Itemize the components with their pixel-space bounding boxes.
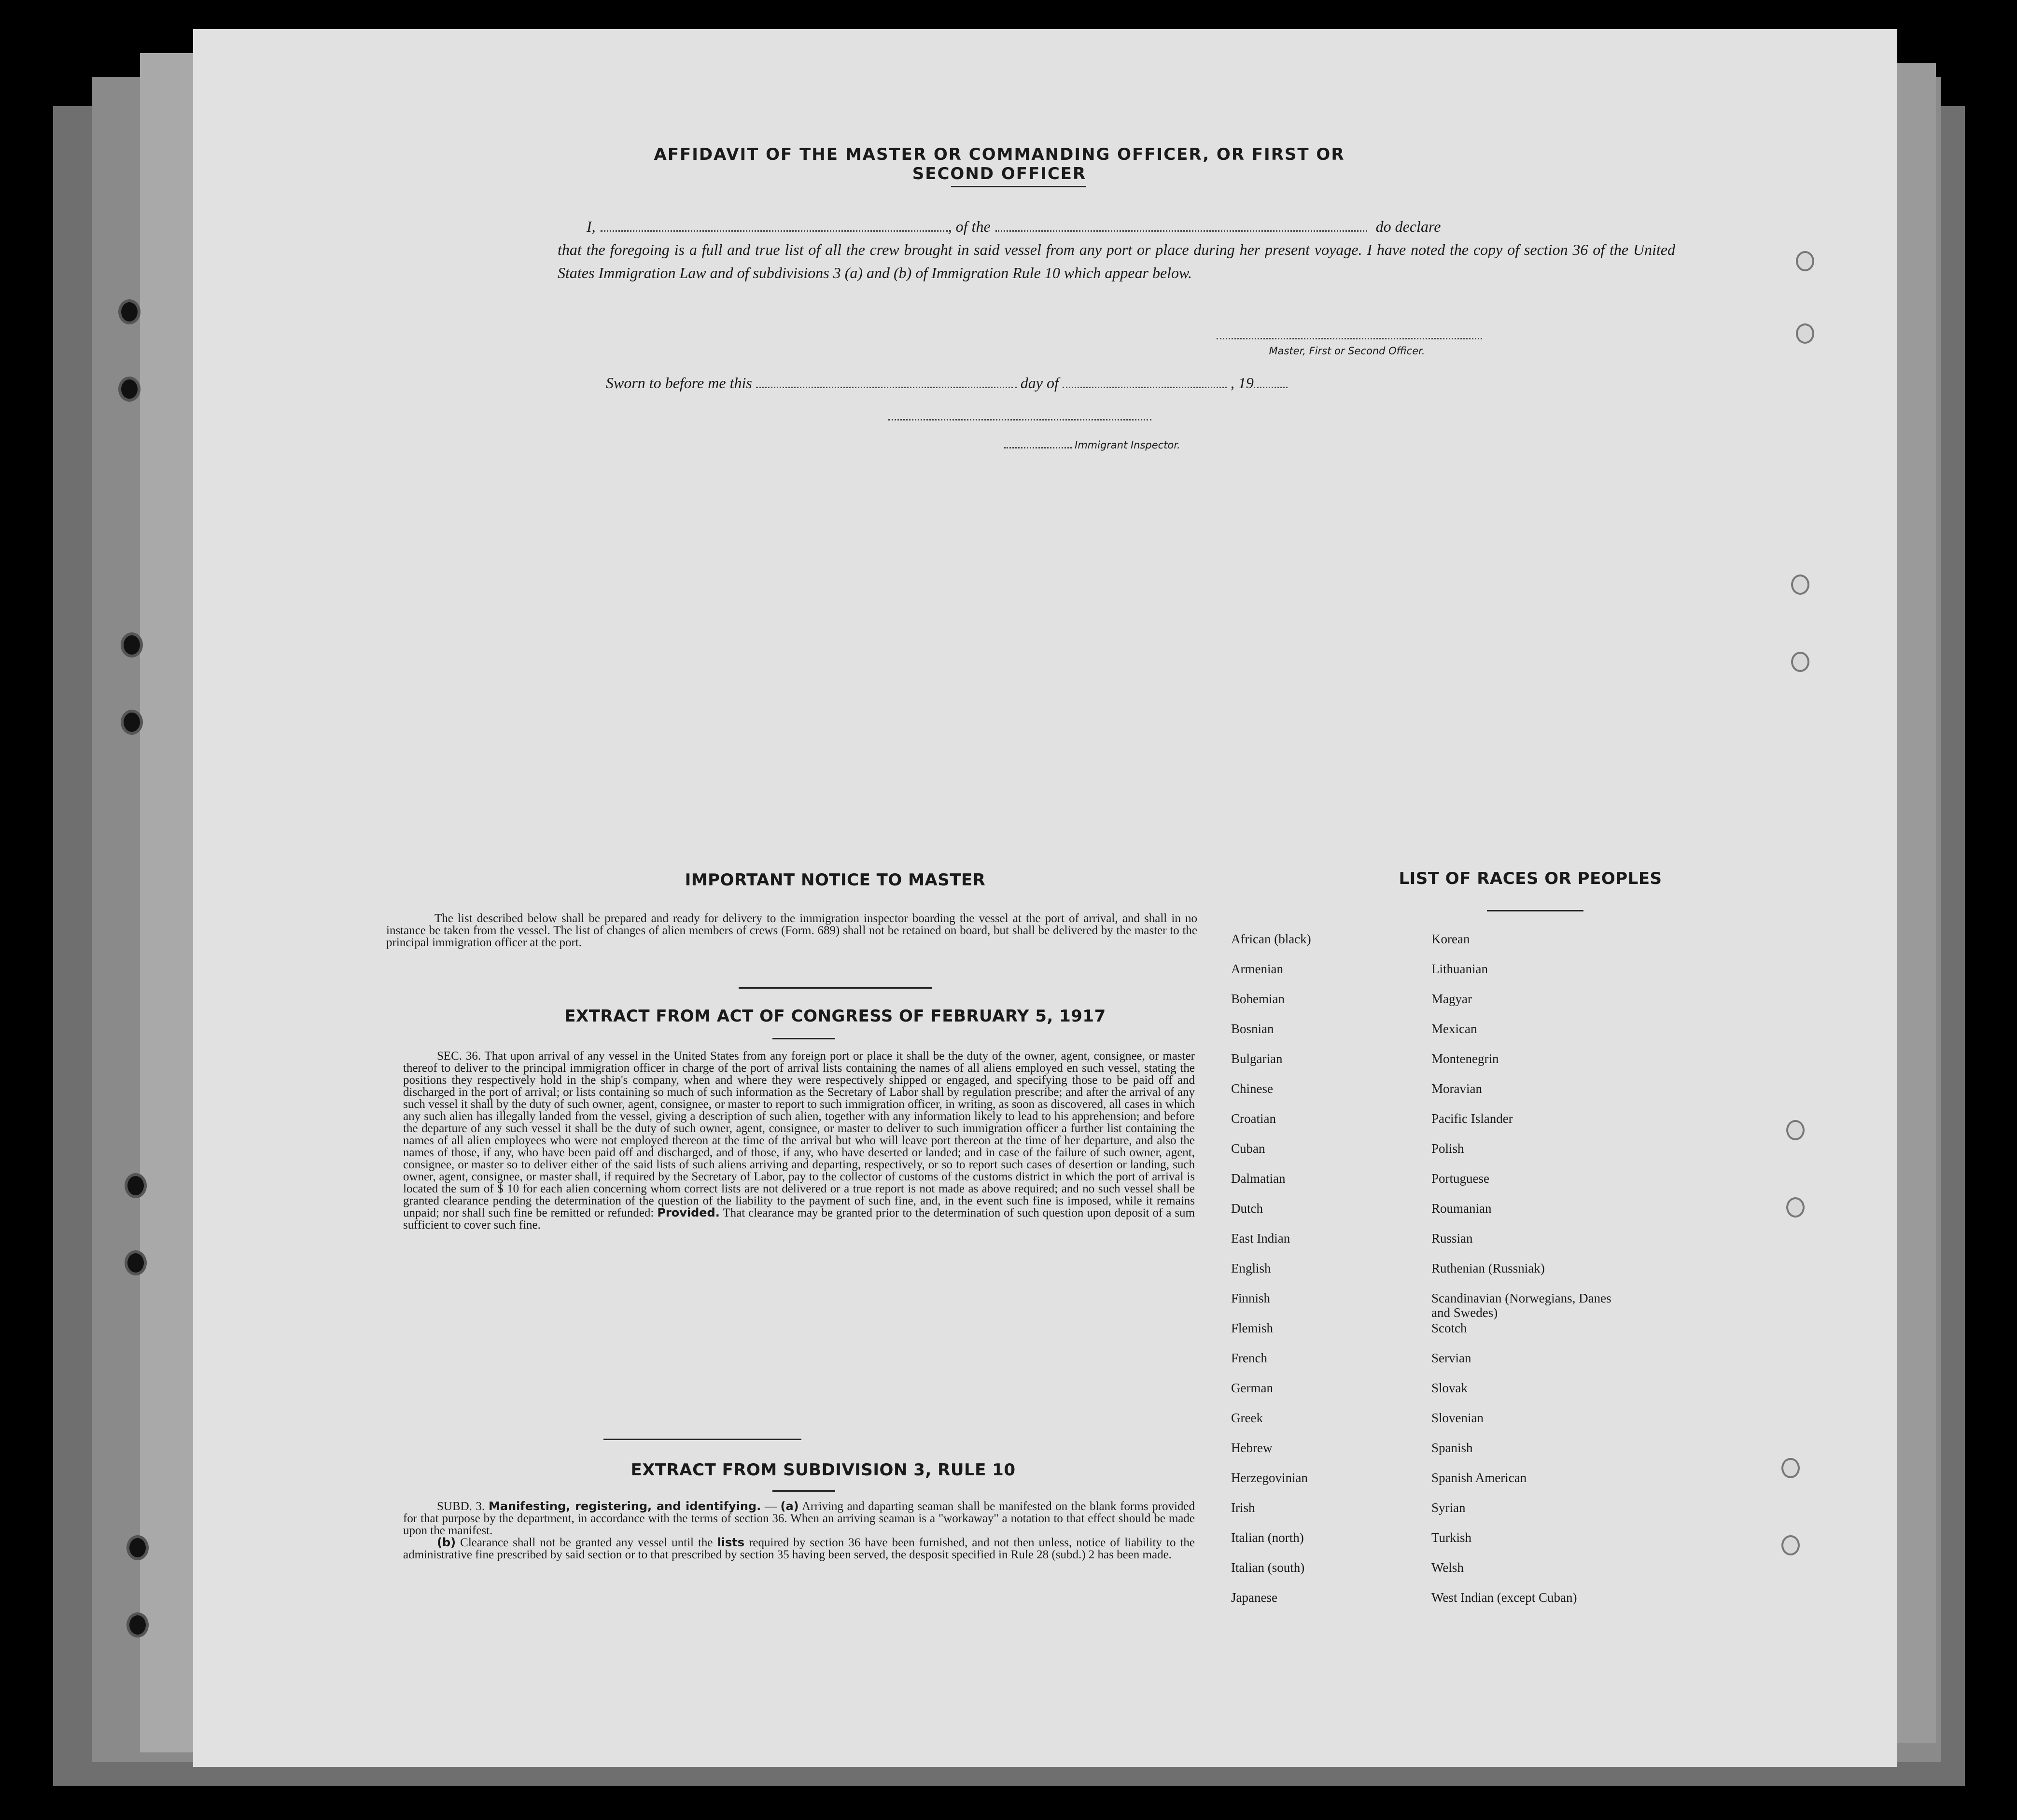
inspector-line	[1004, 439, 1180, 451]
race-item: Hebrew	[1231, 1441, 1273, 1455]
race-item: Croatian	[1231, 1111, 1276, 1126]
binder-hole-icon	[118, 299, 140, 324]
affidavit-line-1	[558, 215, 1675, 238]
race-item: Slovak	[1431, 1381, 1468, 1395]
rule-subd-b	[403, 1537, 1195, 1561]
document-page	[193, 29, 1897, 1767]
title-divider	[951, 186, 1086, 187]
act-provided: Provided.	[657, 1206, 720, 1219]
vessel-blank	[995, 230, 1367, 232]
race-item: Flemish	[1231, 1321, 1274, 1335]
races-title: LIST OF RACES OR PEOPLES	[1399, 869, 1662, 888]
race-item: German	[1231, 1381, 1273, 1395]
race-item: Montenegrin	[1431, 1051, 1499, 1066]
race-item: Bosnian	[1231, 1022, 1274, 1036]
sworn-text: Sworn to before me this	[606, 374, 752, 392]
rule-subd-prefix: SUBD. 3.	[437, 1500, 485, 1513]
race-item: Russian	[1431, 1231, 1473, 1246]
act-divider	[603, 1439, 801, 1440]
affidavit-block	[558, 215, 1675, 284]
ring-hole-icon	[1796, 251, 1814, 271]
ring-hole-icon	[1781, 1458, 1800, 1478]
ring-hole-icon	[1786, 1120, 1805, 1140]
notice-body: The list described below shall be prepared and ready for delivery to the immigration inspector boarding the vessel at the port of arrival, and shall in no instance be taken from the vessel. The list of changes of alien members of crews (Form. 689) shall not be retained on board, but shall be delivered by the master to the principal immigration officer at the port.	[386, 912, 1197, 949]
affidavit-body: that the foregoing is a full and true list of all the crew brought in said vessel from any port or place during her present voyage. I have noted the copy of section 36 of the United States Immigration Law and of subdivisions 3 (a) and (b) of Immigration Rule 10 which appear below.	[558, 241, 1675, 281]
race-item: Polish	[1431, 1141, 1464, 1156]
race-item: Slovenian	[1431, 1411, 1484, 1425]
binder-hole-icon	[118, 377, 140, 402]
race-item: Cuban	[1231, 1141, 1265, 1156]
race-item: Herzegovinian	[1231, 1470, 1308, 1485]
race-item: Japanese	[1231, 1590, 1277, 1605]
act-title: EXTRACT FROM ACT OF CONGRESS OF FEBRUARY 5, 1917	[564, 1007, 1106, 1026]
rule-a-text: Arriving and daparting seaman shall be manifested on the blank forms provided for that purpose by the department, in accordance with the terms of section 36. When an arriving seaman is a "workaway" a notation to that effect should be made upon the manifest.	[403, 1500, 1195, 1537]
ring-hole-icon	[1791, 652, 1809, 672]
inspector-signature-line	[888, 419, 1151, 420]
sworn-line	[606, 374, 1288, 392]
race-item: East Indian	[1231, 1231, 1290, 1246]
affidavit-of-the: , of the	[948, 218, 991, 235]
race-item: Spanish	[1431, 1441, 1473, 1455]
race-item: Lithuanian	[1431, 962, 1488, 976]
race-item: Greek	[1231, 1411, 1263, 1425]
race-item: Servian	[1431, 1351, 1471, 1365]
rule-b-lists: lists	[717, 1536, 745, 1549]
notice-divider	[739, 987, 932, 989]
race-item: Scandinavian (Norwegians, Danes and Swedes)	[1431, 1291, 1611, 1320]
race-item: Portuguese	[1431, 1171, 1489, 1186]
race-item: Syrian	[1431, 1500, 1466, 1515]
race-item: Bohemian	[1231, 992, 1285, 1006]
race-item: Scotch	[1431, 1321, 1467, 1335]
act-divider-short	[772, 1038, 835, 1039]
master-signature-line	[1217, 338, 1482, 339]
binder-hole-icon	[121, 632, 143, 658]
race-item: Mexican	[1431, 1022, 1477, 1036]
race-item: Magyar	[1431, 992, 1472, 1006]
affidavit-title: AFFIDAVIT OF THE MASTER OR COMMANDING OFFICER, OR FIRST OR SECOND OFFICER	[654, 145, 1345, 183]
race-item: Finnish	[1231, 1291, 1271, 1305]
binder-hole-icon	[125, 1173, 147, 1198]
race-item: Italian (south)	[1231, 1560, 1305, 1575]
race-item: Korean	[1431, 932, 1470, 946]
act-body	[403, 1050, 1195, 1231]
race-item: Welsh	[1431, 1560, 1464, 1575]
race-item: Moravian	[1431, 1081, 1482, 1096]
ring-hole-icon	[1781, 1535, 1800, 1555]
notice-title: IMPORTANT NOTICE TO MASTER	[685, 870, 986, 890]
binder-hole-icon	[121, 710, 143, 735]
race-item: Turkish	[1431, 1530, 1472, 1545]
races-divider	[1487, 910, 1583, 911]
inspector-label: Immigrant Inspector.	[1075, 439, 1180, 451]
act-body-end: That clearance may be granted prior to the determination of such question upon deposit of a sum sufficient to cover such fine.	[403, 1206, 1195, 1232]
rule-dash: —	[764, 1500, 777, 1513]
rule-subd-heading: Manifesting, registering, and identifying.	[488, 1499, 761, 1513]
rule-title: EXTRACT FROM SUBDIVISION 3, RULE 10	[630, 1460, 1016, 1480]
ring-hole-icon	[1786, 1197, 1805, 1218]
rule-b-text-1: Clearance shall not be granted any vessel until the	[460, 1536, 713, 1549]
races-left-column	[1231, 932, 1424, 1620]
name-blank	[601, 230, 948, 232]
rule-divider-short	[772, 1490, 835, 1492]
month-blank	[1063, 387, 1227, 388]
binder-hole-icon	[125, 1250, 147, 1275]
race-item: Dutch	[1231, 1201, 1263, 1216]
ring-hole-icon	[1791, 574, 1809, 595]
year-blank	[1254, 387, 1288, 388]
race-item: English	[1231, 1261, 1271, 1275]
rule-a-label: (a)	[780, 1499, 799, 1513]
year-prefix: , 19	[1230, 374, 1254, 392]
affidavit-i: I,	[587, 218, 596, 235]
race-item: Chinese	[1231, 1081, 1273, 1096]
race-item: Bulgarian	[1231, 1051, 1283, 1066]
binder-hole-icon	[126, 1612, 149, 1638]
race-item: African (black)	[1231, 932, 1311, 946]
race-item: Armenian	[1231, 962, 1283, 976]
race-item: Ruthenian (Russniak)	[1431, 1261, 1545, 1275]
race-item: Irish	[1231, 1500, 1255, 1515]
binder-hole-icon	[126, 1535, 149, 1560]
race-item: Spanish American	[1431, 1470, 1527, 1485]
race-item: Dalmatian	[1231, 1171, 1286, 1186]
race-item: Pacific Islander	[1431, 1111, 1513, 1126]
act-body-start: SEC. 36. That upon arrival of any vessel in the United States from any foreign port or place it shall be the duty of the owner, agent, consignee, or master thereof to deliver to the principal immigration officer in charge of the port of arrival lists containing the names of all aliens employed en such vessel, stating the positions they respectively hold in the ship's company, when and where they were respectively shipped or engaged, and specifying those to be paid off and discharged in the port of arrival; or lists containing so much of such information as the Secretary of Labor shall by regulation prescribe; and after the arrival of any such vessel it shall by the duty of such owner, agent, consignee, or master to report to such immigration officer, in writing, as soon as discovered, all cases in which any such alien has illegally landed from the vessel, giving a description of such alien, together with any information likely to lead to his apprehension; and before the departure of any such vessel it shall be the duty of such owner, agent, consignee, or master to deliver to such immigration officer a further list containing the names of all alien employees who were not employed thereon at the time of the arrival but who will leave port thereon at the time of her departure, and also the names of those, if any, who have been paid off and discharged, and of those, if any, who have deserted or landed; and in case of the failure of such owner, agent, consignee, or master so to deliver either of the said lists of such aliens arriving and departing, respectively, or so to report such cases of desertion or landing, such owner, agent, consignee, or master shall, if required by the Secretary of Labor, pay to the collector of customs of the customs district in which the port of arrival is located the sum of $ 10 for each alien concerning whom correct lists are not delivered or a true report is not made as above required; and no such vessel shall be granted clearance pending the determination of the question of the liability to the payment of such fine, and, in the event such fine is imposed, while it remains unpaid; nor shall such fine be remitted or refunded:	[403, 1050, 1195, 1219]
rule-body	[403, 1500, 1195, 1561]
race-item: Roumanian	[1431, 1201, 1492, 1216]
rule-subd-a	[403, 1500, 1195, 1537]
master-signature-label: Master, First or Second Officer.	[1269, 345, 1425, 357]
rule-b-label: (b)	[437, 1536, 456, 1549]
race-item: French	[1231, 1351, 1267, 1365]
affidavit-declare: do declare	[1375, 218, 1441, 235]
rule-b-text-2: required by section 36 have been furnished, and not then unless, notice of liability to the administrative fine prescribed by said section or to that prescribed by section 35 having been served, the desposit specified in Rule 28 (subd.) 2 has been made.	[403, 1536, 1195, 1561]
day-blank	[756, 387, 1017, 388]
races-right-column	[1431, 932, 1625, 1620]
ring-hole-icon	[1796, 323, 1814, 344]
inspector-blank	[1004, 447, 1072, 448]
race-item: Italian (north)	[1231, 1530, 1304, 1545]
day-of-text: day of	[1020, 374, 1059, 392]
race-item: West Indian (except Cuban)	[1431, 1590, 1577, 1605]
